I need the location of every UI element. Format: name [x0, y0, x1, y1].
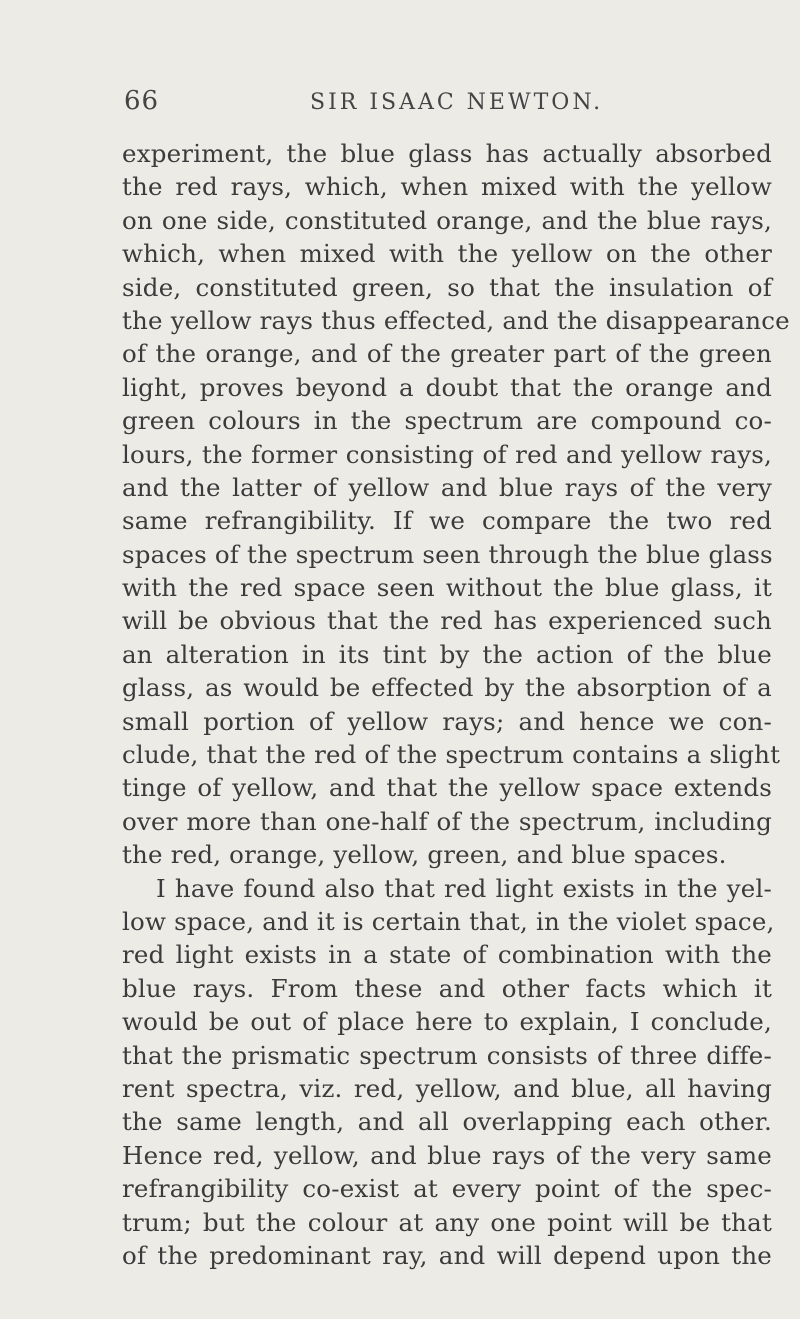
- text-line: spaces of the spectrum seen through the blue glass: [122, 539, 773, 569]
- text-line: an alteration in its tint by the action of the blue: [122, 639, 772, 669]
- body-text: [122, 137, 790, 1272]
- text-line: blue rays. From these and other facts which it: [122, 973, 772, 1003]
- text-line: Hence red, yellow, and blue rays of the very same: [122, 1140, 772, 1170]
- text-line: side, constituted green, so that the insulation of: [122, 272, 772, 302]
- text-line: experiment, the blue glass has actually absorbed: [122, 139, 772, 168]
- text-line: red light exists in a state of combination with the: [122, 940, 772, 970]
- page-number: 66: [124, 86, 160, 116]
- text-line: small portion of yellow rays; and hence we con-: [122, 706, 772, 736]
- text-line: same refrangibility. If we compare the two red: [122, 506, 772, 536]
- text-line: the same length, and all overlapping each other.: [122, 1107, 772, 1137]
- text-line: refrangibility co-exist at every point of the spec-: [122, 1174, 772, 1204]
- text-line: the red, orange, yellow, green, and blue spaces.: [122, 840, 727, 870]
- text-line: would be out of place here to explain, I conclude,: [122, 1007, 772, 1037]
- text-line: trum; but the colour at any one point will be that: [122, 1207, 772, 1237]
- text-line: with the red space seen without the blue glass, it: [122, 573, 772, 603]
- text-line: the yellow rays thus effected, and the disappearance: [122, 305, 790, 335]
- text-line: tinge of yellow, and that the yellow space extends: [122, 773, 772, 803]
- text-line: of the orange, and of the greater part of the green: [122, 339, 772, 369]
- text-line: light, proves beyond a doubt that the orange and: [122, 372, 772, 402]
- text-line: which, when mixed with the yellow on the other: [122, 239, 772, 269]
- text-line: of the predominant ray, and will depend upon the: [122, 1240, 772, 1270]
- text-line: clude, that the red of the spectrum contains a slight: [122, 740, 781, 770]
- text-line: and the latter of yellow and blue rays of the very: [122, 472, 772, 502]
- text-line: glass, as would be effected by the absorption of a: [122, 673, 772, 703]
- text-line: on one side, constituted orange, and the blue rays,: [122, 205, 772, 235]
- text-line: will be obvious that the red has experienced such: [122, 606, 772, 636]
- paragraph-first-line: I have found also that red light exists in the yel-: [156, 873, 772, 903]
- text-line: lours, the former consisting of red and yellow rays,: [122, 439, 772, 469]
- text-line: over more than one-half of the spectrum, including: [122, 806, 772, 836]
- text-line: the red rays, which, when mixed with the yellow: [122, 172, 772, 202]
- text-line: green colours in the spectrum are compound co-: [122, 406, 772, 436]
- running-title: SIR ISAAC NEWTON.: [310, 90, 604, 115]
- text-line: rent spectra, viz. red, yellow, and blue, all having: [122, 1073, 772, 1103]
- text-line: low space, and it is certain that, in the violet space,: [122, 906, 775, 936]
- text-line: that the prismatic spectrum consists of three diffe-: [122, 1040, 772, 1070]
